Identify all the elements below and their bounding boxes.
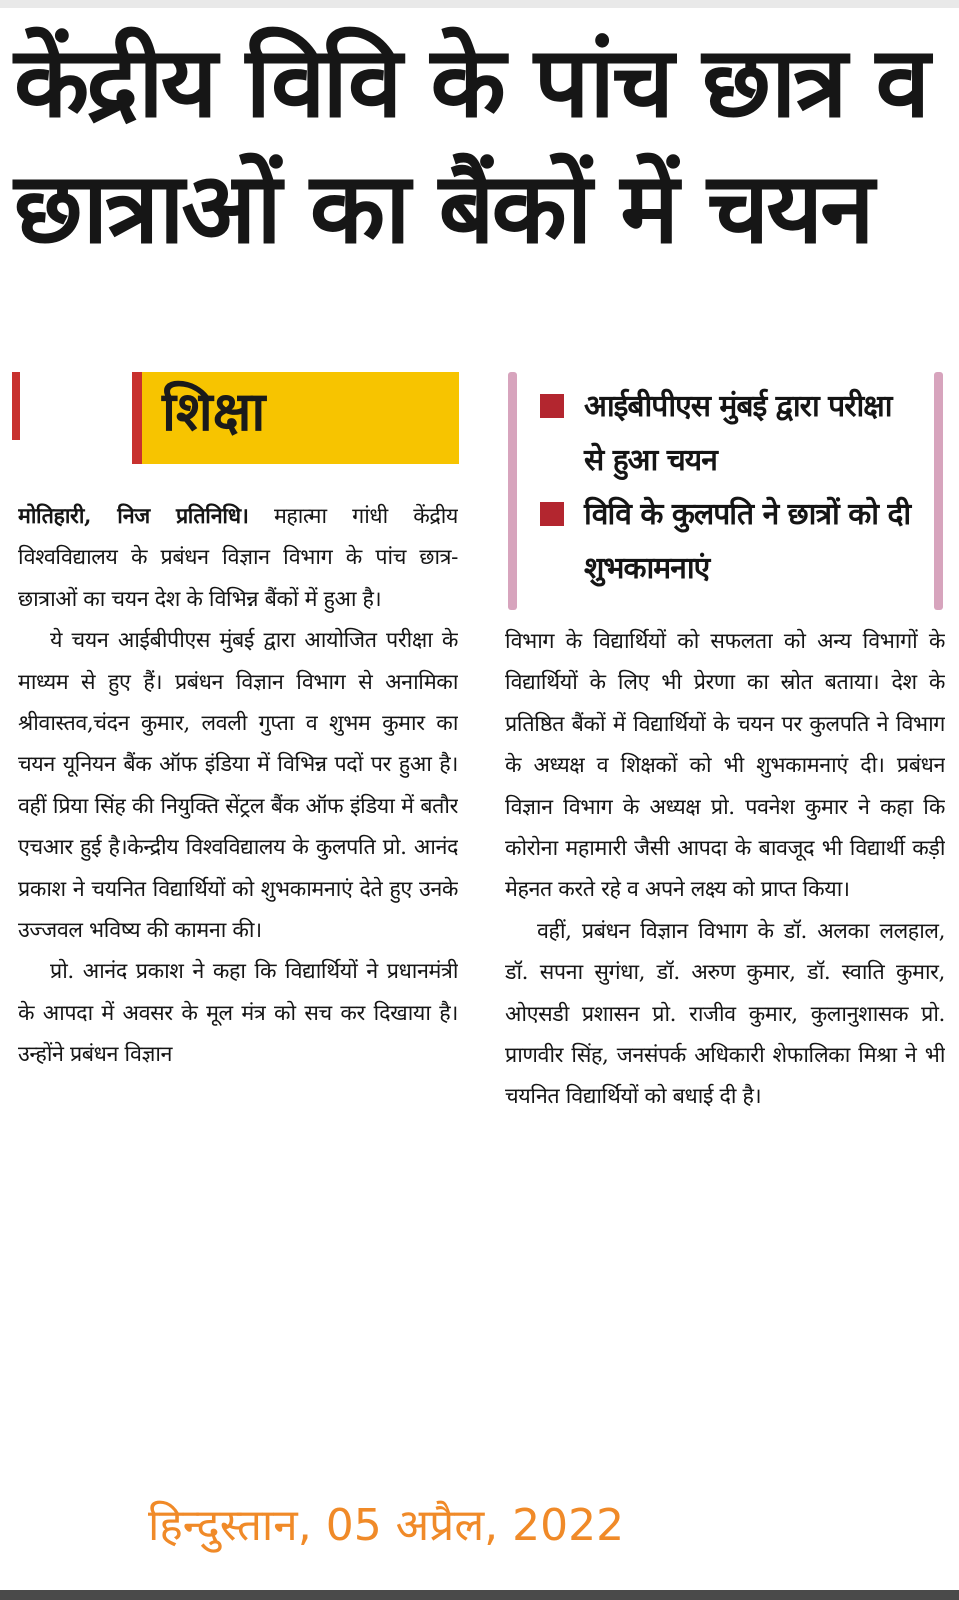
- section-marker: [12, 372, 20, 440]
- top-edge-strip: [0, 0, 959, 8]
- paragraph-text: महात्मा गांधी केंद्रीय विश्वविद्यालय के प्रबंधन विज्ञान विभाग के पांच छात्र-छात्राओं का चयन देश के विभिन्न बैंकों में हुआ है।: [18, 504, 458, 612]
- source-credit: हिन्दुस्तान, 05 अप्रैल, 2022: [148, 1500, 625, 1551]
- article-paragraph: [18, 496, 458, 620]
- highlights-left-bar: [508, 372, 517, 610]
- kicker-label: शिक्षा: [162, 380, 266, 443]
- article-paragraph: वहीं, प्रबंधन विज्ञान विभाग के डॉ. अलका ललहाल, डॉ. सपना सुगंधा, डॉ. अरुण कुमार, डॉ. स्वाति कुमार, ओएसडी प्रशासन प्रो. राजीव कुमार, कुलानुशासक प्रो. प्राणवीर सिंह, जनसंपर्क अधिकारी शेफालिका मिश्रा ने भी चयनित विद्यार्थियों को बधाई दी है।: [505, 918, 945, 1110]
- article-column-right: [505, 621, 945, 1521]
- section-kicker: [132, 372, 459, 464]
- highlight-text: विवि के कुलपति ने छात्रों को दी शुभकामनाएं: [584, 497, 911, 586]
- bottom-edge-strip: [0, 1590, 959, 1600]
- highlights-box: [508, 372, 943, 610]
- highlights-right-bar: [934, 372, 943, 610]
- headline-line-1: केंद्रीय विवि के पांच छात्र व: [14, 26, 928, 140]
- dateline: मोतिहारी, निज प्रतिनिधि।: [18, 504, 249, 529]
- article-paragraph: विभाग के विद्यार्थियों को सफलता को अन्य विभागों के विद्यार्थियों के लिए भी प्रेरणा का स्रोत बताया। देश के प्रतिष्ठित बैंकों में विद्यार्थियों के चयन पर कुलपति ने विभाग के अध्यक्ष व शिक्षकों को भी शुभकामनाएं दी। प्रबंधन विज्ञान विभाग के अध्यक्ष प्रो. पवनेश कुमार ने कहा कि कोरोना महामारी जैसी आपदा के बावजूद भी विद्यार्थी कड़ी मेहनत करते रहे व अपने लक्ष्य को प्राप्त किया।: [505, 629, 945, 903]
- article-paragraph: प्रो. आनंद प्रकाश ने कहा कि विद्यार्थियों ने प्रधानमंत्री के आपदा में अवसर के मूल मंत्र को सच कर दिखाया है। उन्होंने प्रबंधन विज्ञान: [18, 959, 458, 1068]
- square-bullet-icon: [540, 394, 564, 418]
- headline: [14, 20, 949, 272]
- highlight-text: आईबीपीएस मुंबई द्वारा परीक्षा से हुआ चयन: [584, 389, 892, 478]
- square-bullet-icon: [540, 502, 564, 526]
- headline-line-2: छात्राओं का बैंकों में चयन: [14, 152, 872, 266]
- article-column-left: [18, 496, 458, 1560]
- highlight-item: [540, 380, 920, 488]
- highlight-item: [540, 488, 920, 596]
- highlights-list: [540, 380, 920, 596]
- article-paragraph: ये चयन आईबीपीएस मुंबई द्वारा आयोजित परीक्षा के माध्यम से हुए हैं। प्रबंधन विज्ञान विभाग से अनामिका श्रीवास्तव,चंदन कुमार, लवली गुप्ता व शुभम कुमार का चयन यूनियन बैंक ऑफ इंडिया में विभिन्न पदों पर हुआ है। वहीं प्रिया सिंह की नियुक्ति सेंट्रल बैंक ऑफ इंडिया में बतौर एचआर हुई है।केन्द्रीय विश्वविद्यालय के कुलपति प्रो. आनंद प्रकाश ने चयनित विद्यार्थियों को शुभकामनाएं देते हुए उनके उज्जवल भविष्य की कामना की।: [18, 628, 458, 944]
- kicker-accent-bar: [132, 372, 142, 464]
